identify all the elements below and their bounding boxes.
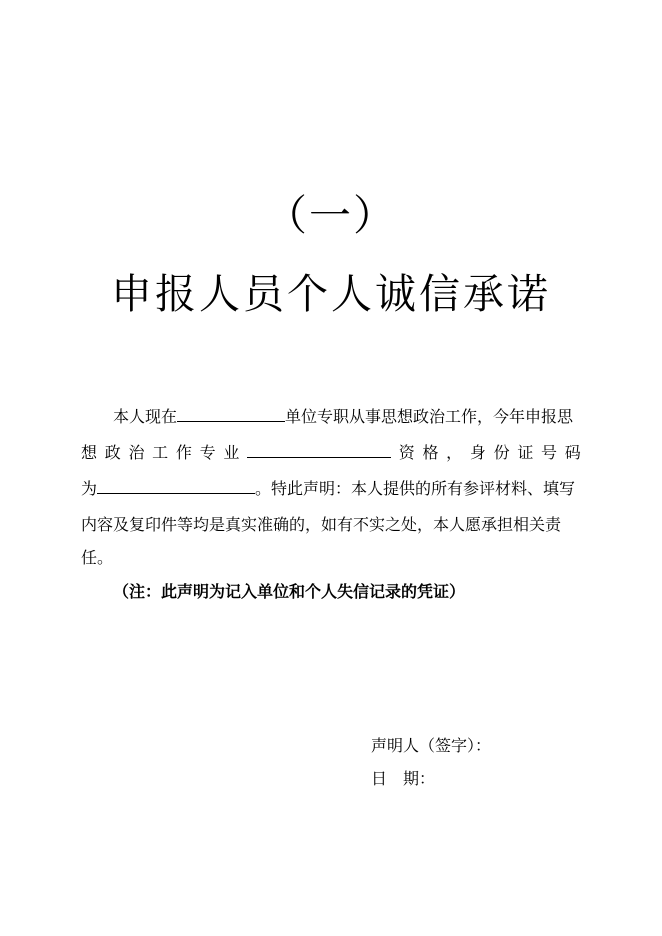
note-text: （注：此声明为记入单位和个人失信记录的凭证） <box>113 582 466 601</box>
date-label: 日 期： <box>371 769 436 788</box>
body-char: 作 <box>175 443 192 462</box>
body-char: 身 <box>469 443 486 462</box>
body-char: 号 <box>541 443 558 462</box>
body-char: 证 <box>517 443 534 462</box>
body-text: 。特此声明：本人提供的所有参评材料、填写 <box>255 479 576 498</box>
body-line-3 <box>81 476 581 502</box>
body-char: 专 <box>199 443 216 462</box>
qualification-blank[interactable] <box>247 440 391 458</box>
heading-title: 申报人员个人诚信承诺 <box>111 270 551 318</box>
heading-number: （一） <box>264 191 397 240</box>
body-char: 资 <box>398 443 415 462</box>
body-char: ， <box>446 443 463 462</box>
unit-name-blank[interactable] <box>177 404 285 422</box>
signature-label: 声明人（签字）： <box>371 736 492 755</box>
body-line-2 <box>81 440 581 466</box>
id-number-blank[interactable] <box>97 476 255 494</box>
body-char: 份 <box>493 443 510 462</box>
body-char: 工 <box>152 443 169 462</box>
body-char: 格 <box>422 443 439 462</box>
body-text: 本人现在 <box>113 407 178 426</box>
body-char: 治 <box>128 443 145 462</box>
body-line-4 <box>81 512 581 538</box>
body-line-1 <box>81 404 581 430</box>
body-char: 码 <box>564 443 581 462</box>
body-char: 想 <box>81 443 98 462</box>
body-text: 任。 <box>81 548 114 567</box>
body-text: 为 <box>81 479 98 498</box>
body-text: 单位专职从事思想政治工作，今年申报思 <box>285 407 574 426</box>
body-char: 业 <box>223 443 240 462</box>
body-line-5 <box>81 545 581 571</box>
body-char: 政 <box>104 443 121 462</box>
body-text: 内容及复印件等均是真实准确的，如有不实之处，本人愿承担相关责 <box>81 515 562 534</box>
